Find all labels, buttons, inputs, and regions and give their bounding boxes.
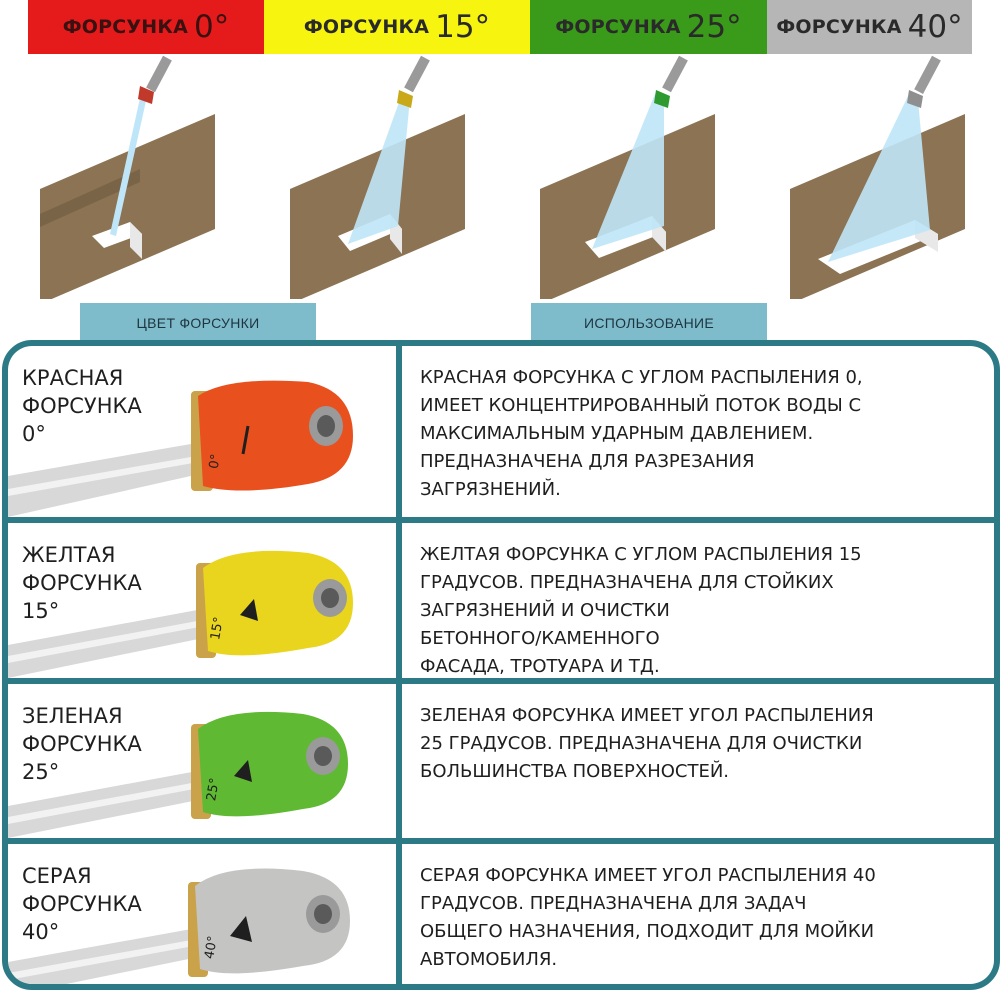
header-label: ФОРСУНКА: [303, 16, 430, 38]
green-nozzle-mark: 25°: [204, 776, 223, 803]
spray-0-drawing: [30, 54, 280, 299]
header-nozzle-0: [28, 0, 264, 54]
name-line: 40°: [22, 920, 60, 944]
usage-cell-gray: [402, 844, 994, 990]
spray-25-drawing: [530, 54, 780, 299]
name-line: ФОРСУНКА: [22, 732, 142, 756]
header-degree: 15°: [435, 9, 491, 45]
header-degree: 0°: [194, 9, 230, 45]
yellow-nozzle-description: ЖЕЛТАЯ ФОРСУНКА С УГЛОМ РАСПЫЛЕНИЯ 15 ГРАДУСОВ. ПРЕДНАЗНАЧЕНА ДЛЯ СТОЙКИХ ЗАГРЯЗНЕНИЙ И ОЧИСТКИ БЕТОННОГО/КАМЕННОГО ФАСАДА, ТРОТУАРА И ТД.: [420, 544, 862, 677]
name-cell-yellow: [8, 523, 396, 678]
name-line: ФОРСУНКА: [22, 571, 142, 595]
red-nozzle-mark: 0°: [206, 452, 225, 471]
spray-40-drawing: [780, 54, 1000, 299]
yellow-nozzle-name: [22, 541, 142, 625]
gray-nozzle-name: [22, 862, 142, 946]
name-line: ФОРСУНКА: [22, 394, 142, 418]
header-degree: 40°: [907, 9, 963, 45]
spray-15-drawing: [280, 54, 530, 299]
name-line: СЕРАЯ: [22, 864, 92, 888]
column-header-usage: ИСПОЛЬЗОВАНИЕ: [531, 303, 767, 342]
header-label: ФОРСУНКА: [555, 16, 681, 38]
name-line: ЖЕЛТАЯ: [22, 543, 116, 567]
name-line: 0°: [22, 422, 46, 446]
spray-illustration-15: [280, 54, 530, 299]
header-nozzle-25: [530, 0, 767, 54]
header-degree: 25°: [686, 9, 742, 45]
gray-nozzle-mark: 40°: [202, 934, 221, 961]
green-nozzle-description: ЗЕЛЕНАЯ ФОРСУНКА ИМЕЕТ УГОЛ РАСПЫЛЕНИЯ 25 ГРАДУСОВ. ПРЕДНАЗНАЧЕНА ДЛЯ ОЧИСТКИ БОЛЬШИНСТВА ПОВЕРХНОСТЕЙ.: [420, 705, 874, 782]
name-line: ЗЕЛЕНАЯ: [22, 704, 123, 728]
green-nozzle-name: [22, 702, 142, 786]
usage-cell-yellow: [402, 523, 994, 678]
spray-illustration-0: [30, 54, 280, 299]
usage-cell-green: [402, 684, 994, 838]
red-nozzle-name: [22, 364, 142, 448]
name-line: КРАСНАЯ: [22, 366, 124, 390]
name-cell-green: [8, 684, 396, 838]
header-nozzle-40: [767, 0, 972, 54]
header-label: ФОРСУНКА: [62, 16, 188, 38]
name-cell-gray: [8, 844, 396, 990]
column-header-color: ЦВЕТ ФОРСУНКИ: [80, 303, 316, 342]
name-line: ФОРСУНКА: [22, 892, 142, 916]
yellow-nozzle-mark: 15°: [208, 615, 227, 642]
spray-illustration-40: [780, 54, 1000, 299]
name-line: 15°: [22, 599, 60, 623]
name-line: 25°: [22, 760, 60, 784]
header-label: ФОРСУНКА: [776, 16, 902, 38]
nozzle-table: [2, 340, 1000, 990]
header-nozzle-15: [264, 0, 530, 54]
spray-illustration-25: [530, 54, 780, 299]
name-cell-red: [8, 346, 396, 517]
usage-cell-red: [402, 346, 994, 517]
gray-nozzle-description: СЕРАЯ ФОРСУНКА ИМЕЕТ УГОЛ РАСПЫЛЕНИЯ 40 ГРАДУСОВ. ПРЕДНАЗНАЧЕНА ДЛЯ ЗАДАЧ ОБЩЕГО НАЗНАЧЕНИЯ, ПОДХОДИТ ДЛЯ МОЙКИ АВТОМОБИЛЯ.: [420, 865, 876, 970]
red-nozzle-description: КРАСНАЯ ФОРСУНКА С УГЛОМ РАСПЫЛЕНИЯ 0, ИМЕЕТ КОНЦЕНТРИРОВАННЫЙ ПОТОК ВОДЫ С МАКСИМАЛЬНЫМ УДАРНЫМ ДАВЛЕНИЕМ. ПРЕДНАЗНАЧЕНА ДЛЯ РАЗРЕЗАНИЯ ЗАГРЯЗНЕНИЙ.: [420, 367, 863, 500]
